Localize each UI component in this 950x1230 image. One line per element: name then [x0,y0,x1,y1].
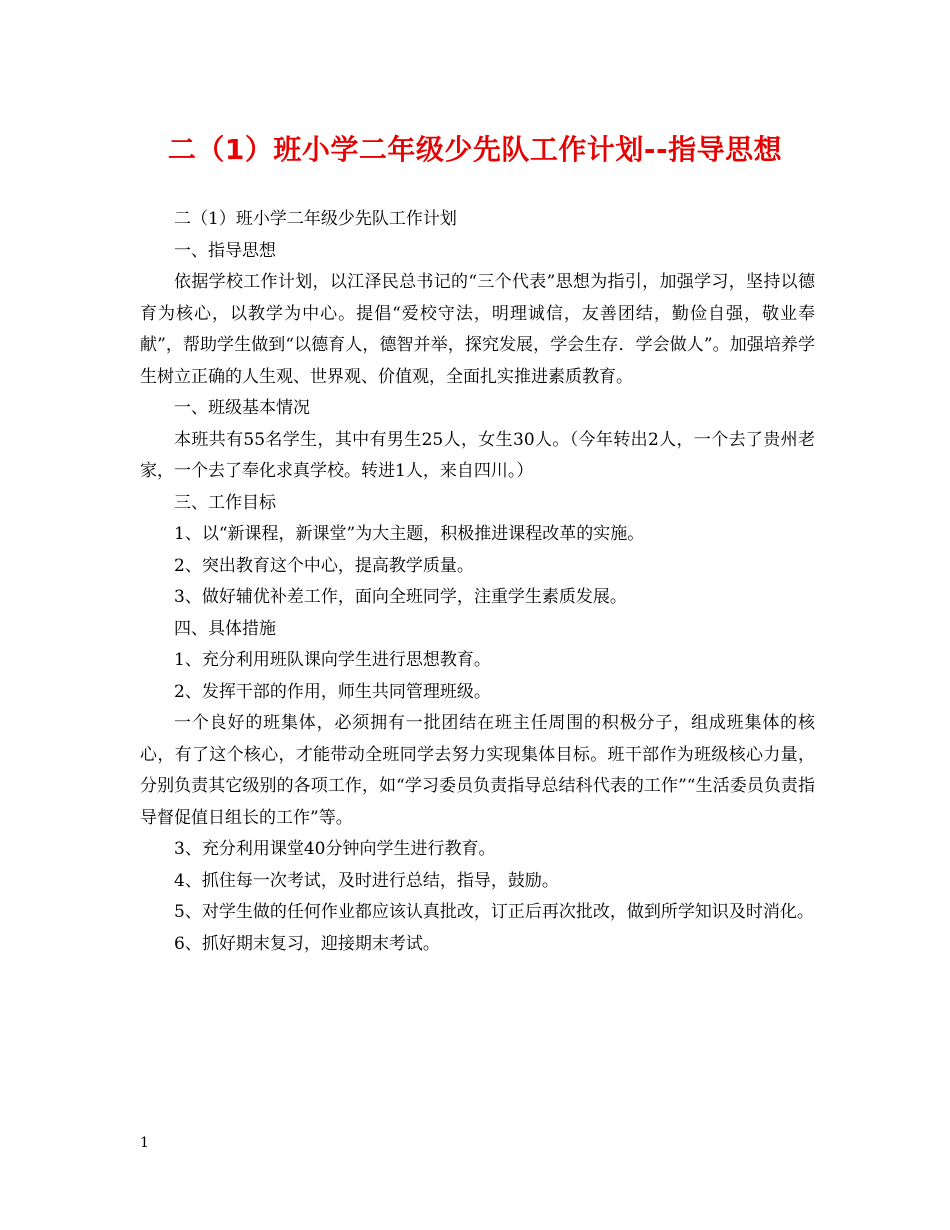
section-heading-goals: 三、工作目标 [174,492,276,513]
list-item-measure-4: 4、抓住每一次考试，及时进行总结，指导，鼓励。 [174,870,559,891]
list-item-measure-6: 6、抓好期末复习，迎接期末考试。 [174,933,440,954]
list-item-goal-2: 2、突出教育这个中心，提高教学质量。 [174,555,474,576]
paragraph-plan-heading: 二（1）班小学二年级少先队工作计划 [174,209,457,229]
list-item-goal-1: 1、以“新课程，新课堂”为大主题，积极推进课程改革的实施。 [174,524,645,544]
paragraph-class-info: 本班共有55名学生，其中有男生25人，女生30人。（今年转出2人，一个去了贵州老家，一个去了奉化求真学校。转进1人，来自四川。） [140,429,815,481]
list-item-measure-2: 2、发挥干部的作用，师生共同管理班级。 [174,681,491,702]
section-heading-class-info: 一、班级基本情况 [174,398,310,418]
page-number: 1 [140,1135,149,1151]
list-item-goal-3: 3、做好辅优补差工作，面向全班同学，注重学生素质发展。 [174,587,627,607]
list-item-measure-1: 1、充分利用班队课向学生进行思想教育。 [174,650,491,670]
document-title: 二（1）班小学二年级少先队工作计划--指导思想 [167,133,783,166]
section-heading-guiding-idea: 一、指导思想 [174,240,276,261]
document-body [140,204,815,960]
section-heading-measures: 四、具体措施 [174,618,276,639]
list-item-measure-5: 5、对学生做的任何作业都应该认真批改，订正后再次批改，做到所学知识及时消化。 [174,902,814,922]
paragraph-guiding-idea: 依据学校工作计划，以江泽民总书记的“三个代表”思想为指引，加强学习，坚持以德育为核心，以教学为中心。提倡“爱校守法，明理诚信，友善团结，勤俭自强，敬业奉献”，帮助学生做到“以德育人，德智并举，探究发展，学会生存．学会做人”。加强培养学生树立正确的人生观、世界观、价值观，全面扎实推进素质教育。 [140,272,815,387]
list-item-measure-3: 3、充分利用课堂40分钟向学生进行教育。 [174,839,496,859]
paragraph-class-collective: 一个良好的班集体，必须拥有一批团结在班主任周围的积极分子，组成班集体的核心，有了这个核心，才能带动全班同学去努力实现集体目标。班干部作为班级核心力量，分别负责其它级别的各项工作，如“学习委员负责指导总结科代表的工作”“生活委员负责指导督促值日组长的工作”等。 [140,713,815,828]
